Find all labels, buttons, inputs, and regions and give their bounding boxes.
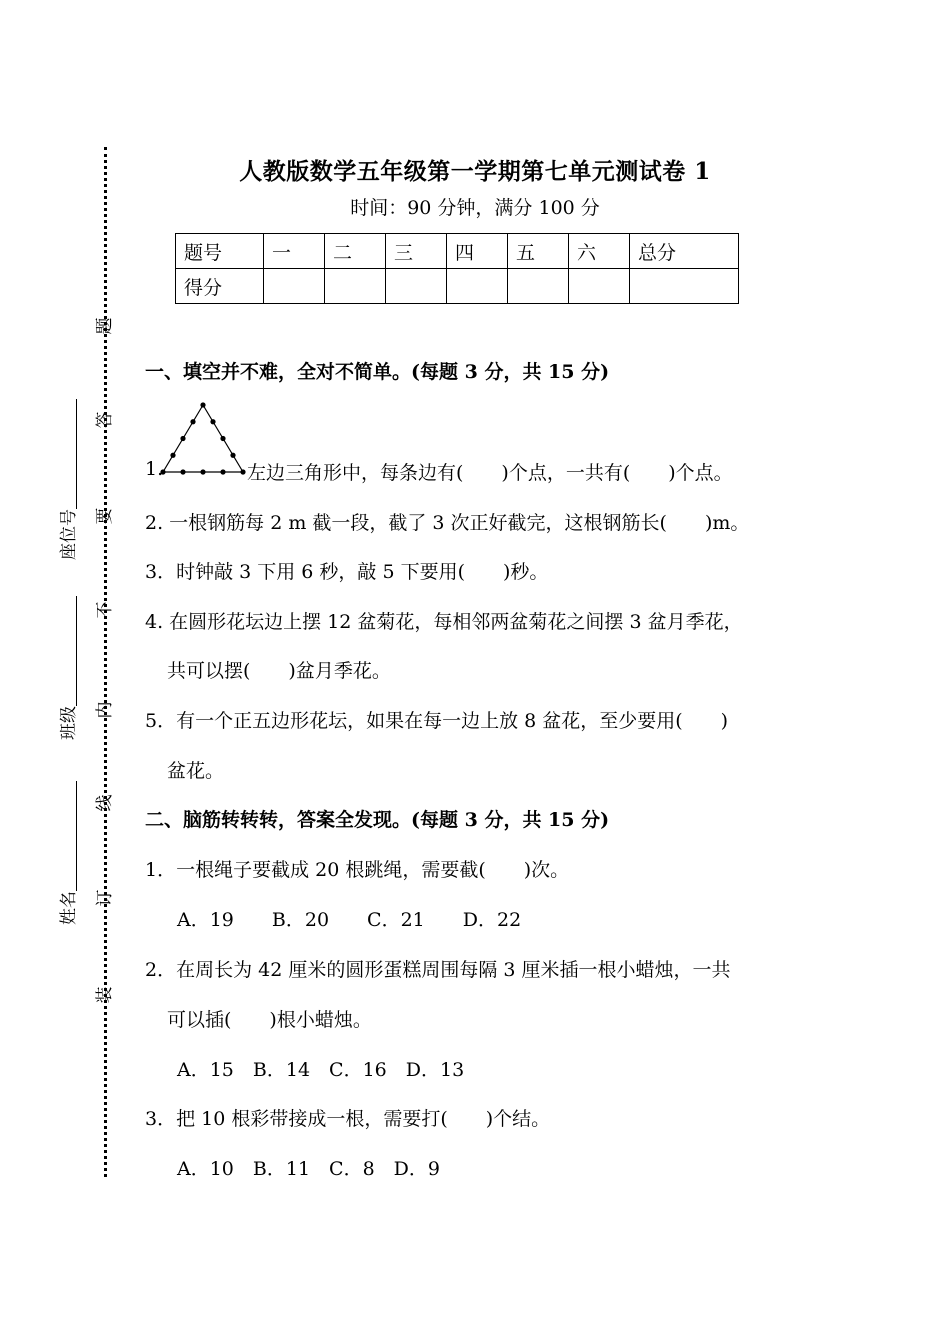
table-cell: 四 bbox=[447, 234, 508, 269]
question-2-1-options: A．19 B．20 C．21 D．22 bbox=[177, 909, 522, 931]
page-title: 人教版数学五年级第一学期第七单元测试卷 1 bbox=[239, 158, 711, 185]
table-cell: 得分 bbox=[176, 269, 264, 304]
margin-char: 要 bbox=[95, 507, 115, 525]
triangle-dots bbox=[160, 402, 245, 474]
question-2-1: 1．一根绳子要截成 20 根跳绳，需要截( )次。 bbox=[145, 859, 570, 881]
seat-number-field[interactable] bbox=[54, 399, 79, 560]
question-1-5-line1: 5．有一个正五边形花坛，如果在每一边上放 8 盆花，至少要用( ) bbox=[145, 710, 729, 732]
triangle-outline bbox=[163, 405, 243, 472]
question-2-2-options: A．15 B．14 C．16 D．13 bbox=[177, 1059, 465, 1081]
seat-number-blank[interactable] bbox=[62, 399, 77, 509]
question-1-3: 3．时钟敲 3 下用 6 秒，敲 5 下要用( )秒。 bbox=[145, 561, 549, 583]
score-entry-cell[interactable] bbox=[447, 269, 508, 304]
score-entry-cell[interactable] bbox=[508, 269, 569, 304]
question-1-1-number: 1. bbox=[145, 458, 164, 480]
score-entry-cell[interactable] bbox=[325, 269, 386, 304]
question-2-2-line1: 2．在周长为 42 厘米的圆形蛋糕周围每隔 3 厘米插一根小蜡烛，一共 bbox=[145, 959, 731, 981]
dotted-triangle-figure bbox=[150, 398, 250, 478]
class-label: 班级 bbox=[59, 706, 79, 740]
exam-time-info: 时间：90 分钟，满分 100 分 bbox=[350, 197, 600, 219]
table-cell: 二 bbox=[325, 234, 386, 269]
question-1-5-line2: 盆花。 bbox=[167, 760, 225, 782]
name-blank[interactable] bbox=[62, 781, 77, 891]
binding-dotted-line bbox=[104, 147, 107, 1177]
score-entry-cell[interactable] bbox=[264, 269, 325, 304]
score-entry-cell[interactable] bbox=[630, 269, 739, 304]
margin-char: 线 bbox=[95, 794, 115, 812]
margin-char: 订 bbox=[95, 889, 115, 907]
name-label: 姓名 bbox=[59, 891, 79, 925]
score-entry-cell[interactable] bbox=[569, 269, 630, 304]
margin-char: 内 bbox=[95, 701, 115, 719]
table-cell: 一 bbox=[264, 234, 325, 269]
margin-char: 答 bbox=[95, 411, 115, 429]
class-blank[interactable] bbox=[62, 596, 77, 706]
section-2-heading: 二、脑筋转转转，答案全发现。(每题 3 分，共 15 分) bbox=[145, 809, 610, 831]
question-2-2-line2: 可以插( )根小蜡烛。 bbox=[167, 1009, 372, 1031]
question-1-1: 左边三角形中，每条边有( )个点，一共有( )个点。 bbox=[247, 462, 733, 484]
question-1-4-line1: 4. 在圆形花坛边上摆 12 盆菊花，每相邻两盆菊花之间摆 3 盆月季花， bbox=[145, 611, 743, 633]
section-1-heading: 一、填空并不难，全对不简单。(每题 3 分，共 15 分) bbox=[145, 361, 610, 383]
question-2-3: 3．把 10 根彩带接成一根，需要打( )个结。 bbox=[145, 1108, 551, 1130]
margin-char: 题 bbox=[95, 317, 115, 335]
table-cell: 三 bbox=[386, 234, 447, 269]
seat-number-label: 座位号 bbox=[59, 509, 79, 560]
class-field[interactable] bbox=[54, 596, 79, 740]
margin-char: 装 bbox=[95, 986, 115, 1004]
score-table-score-row bbox=[176, 269, 739, 304]
score-table-header-row bbox=[176, 234, 739, 269]
question-1-2: 2. 一根钢筋每 2 m 截一段，截了 3 次正好截完，这根钢筋长( )m。 bbox=[145, 512, 750, 534]
score-entry-cell[interactable] bbox=[386, 269, 447, 304]
score-table bbox=[175, 233, 739, 304]
margin-char: 不 bbox=[95, 601, 115, 619]
table-cell: 五 bbox=[508, 234, 569, 269]
question-2-3-options: A．10 B．11 C．8 D．9 bbox=[177, 1158, 440, 1180]
table-cell: 总分 bbox=[630, 234, 739, 269]
name-field[interactable] bbox=[54, 781, 79, 925]
table-cell: 六 bbox=[569, 234, 630, 269]
table-cell: 题号 bbox=[176, 234, 264, 269]
question-1-4-line2: 共可以摆( )盆月季花。 bbox=[167, 660, 391, 682]
